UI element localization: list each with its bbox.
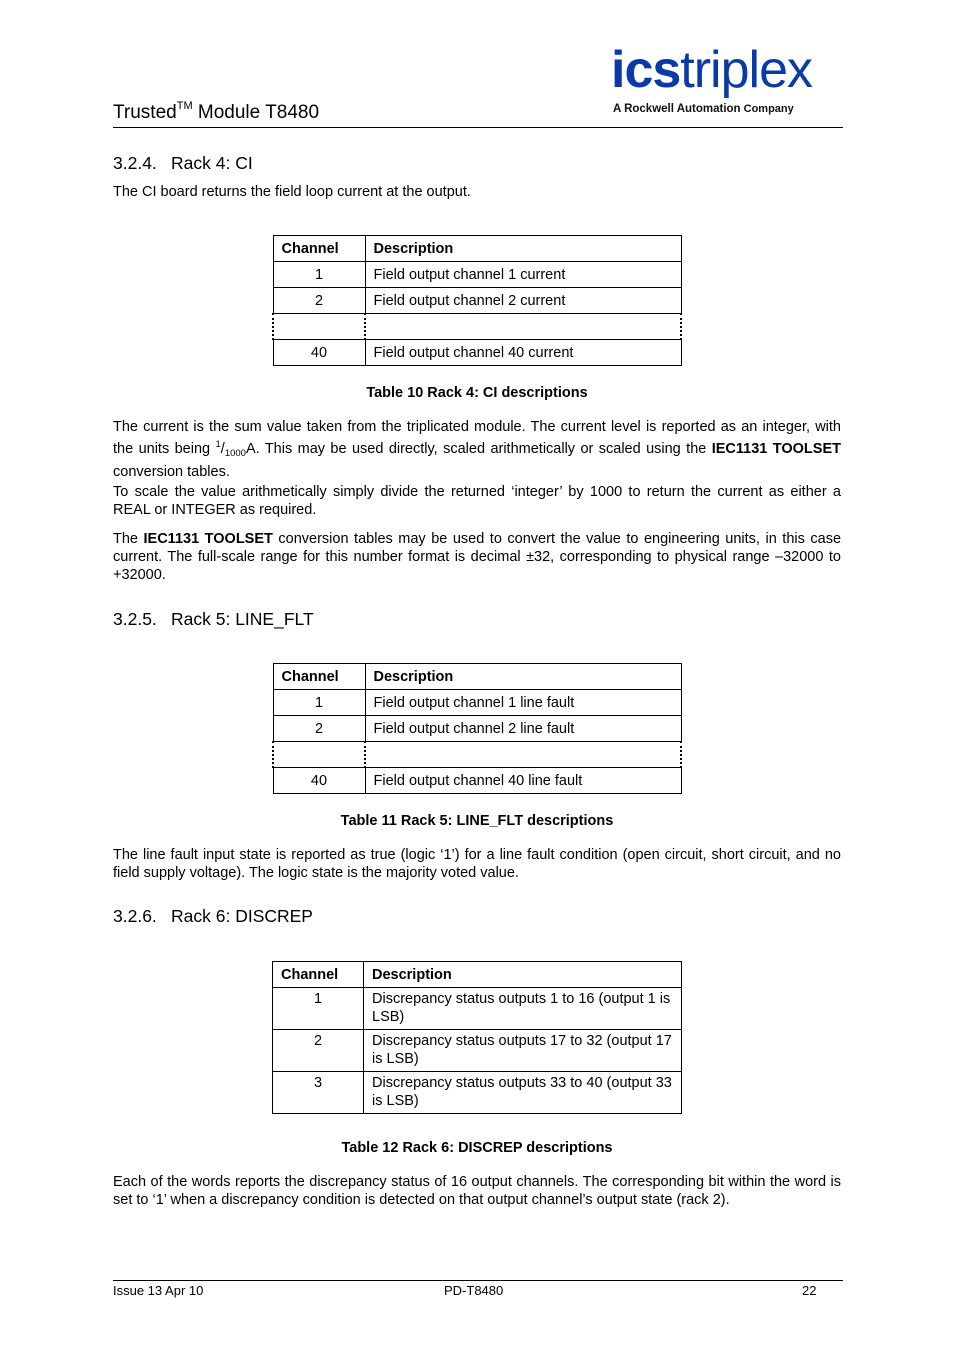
col-description: Description: [365, 236, 681, 262]
col-description: Description: [365, 664, 681, 690]
paragraph: The current is the sum value taken from the triplicated module. The current level is reported as an integer, with the units being $^1/_{1000}A$. This may be used directly, scaled arithmetically or scaled using the IEC1131 TOOLSET conversion tables.: [113, 419, 841, 481]
paragraph: The IEC1131 TOOLSET conversion tables may be used to convert the value to engineering units, in this case current. The full-scale range for this number format is decimal ±32, corresponding to physical range –32000 to +32000.: [113, 531, 842, 584]
table-ellipsis-row: [273, 314, 681, 340]
table-caption: Table 12 Rack 6: DISCREP descriptions: [341, 1140, 613, 1156]
footer-issue: Issue 13 Apr 10: [113, 1283, 204, 1298]
table-row: 1 Discrepancy status outputs 1 to 16 (output 1 is LSB): [273, 988, 682, 1030]
table-row: 1 Field output channel 1 line fault: [273, 690, 681, 716]
col-channel: Channel: [273, 236, 365, 262]
table-row: 40 Field output channel 40 current: [273, 340, 681, 366]
table-caption: Table 11 Rack 5: LINE_FLT descriptions: [340, 813, 614, 829]
paragraph: To scale the value arithmetically simply divide the returned ‘integer’ by 1000 to return the current as either a REAL or INTEGER as required.: [113, 484, 841, 519]
section-heading-3-2-6: 3.2.6. Rack 6: DISCREP: [113, 906, 313, 926]
footer-rule: [113, 1280, 843, 1281]
col-channel: Channel: [273, 664, 365, 690]
footer-page-number: 22: [802, 1283, 817, 1298]
table-row: 2 Field output channel 2 current: [273, 288, 681, 314]
col-description: Description: [364, 962, 682, 988]
logo-tagline: A Rockwell Automation Company: [613, 103, 794, 115]
section-intro: The CI board returns the field loop current at the output.: [113, 184, 471, 200]
table-row: 2 Discrepancy status outputs 17 to 32 (output 17 is LSB): [273, 1030, 682, 1072]
table-row: 2 Field output channel 2 line fault: [273, 716, 681, 742]
table-caption: Table 10 Rack 4: CI descriptions: [366, 385, 588, 401]
document-title: Trusted™ Module T8480: [113, 100, 320, 123]
table-row: 1 Field output channel 1 current: [273, 262, 681, 288]
line-flt-table: [272, 663, 682, 794]
logo-wordmark: icstriplex: [611, 41, 813, 99]
ci-table: [272, 235, 682, 366]
footer-doc-id: PD-T8480: [444, 1283, 504, 1298]
section-heading-3-2-4: 3.2.4. Rack 4: CI: [113, 153, 253, 173]
table-ellipsis-row: [273, 742, 681, 768]
paragraph: The line fault input state is reported as true (logic ‘1’) for a line fault condition (open circuit, short circuit, and no field supply voltage). The logic state is the majority voted value.: [113, 847, 841, 882]
table-header-row: [273, 664, 681, 690]
paragraph: Each of the words reports the discrepancy status of 16 output channels. The corresponding bit within the word is set to ‘1’ when a discrepancy condition is detected on that output channel’s output state (rack 2).: [113, 1174, 841, 1209]
col-channel: Channel: [273, 962, 364, 988]
company-logo: [611, 42, 843, 122]
table-row: 40 Field output channel 40 line fault: [273, 768, 681, 794]
discrep-table: [272, 961, 682, 1114]
header-rule: [113, 127, 843, 128]
table-header-row: [273, 962, 682, 988]
table-header-row: [273, 236, 681, 262]
table-row: 3 Discrepancy status outputs 33 to 40 (output 33 is LSB): [273, 1072, 682, 1114]
section-heading-3-2-5: 3.2.5. Rack 5: LINE_FLT: [113, 609, 314, 629]
